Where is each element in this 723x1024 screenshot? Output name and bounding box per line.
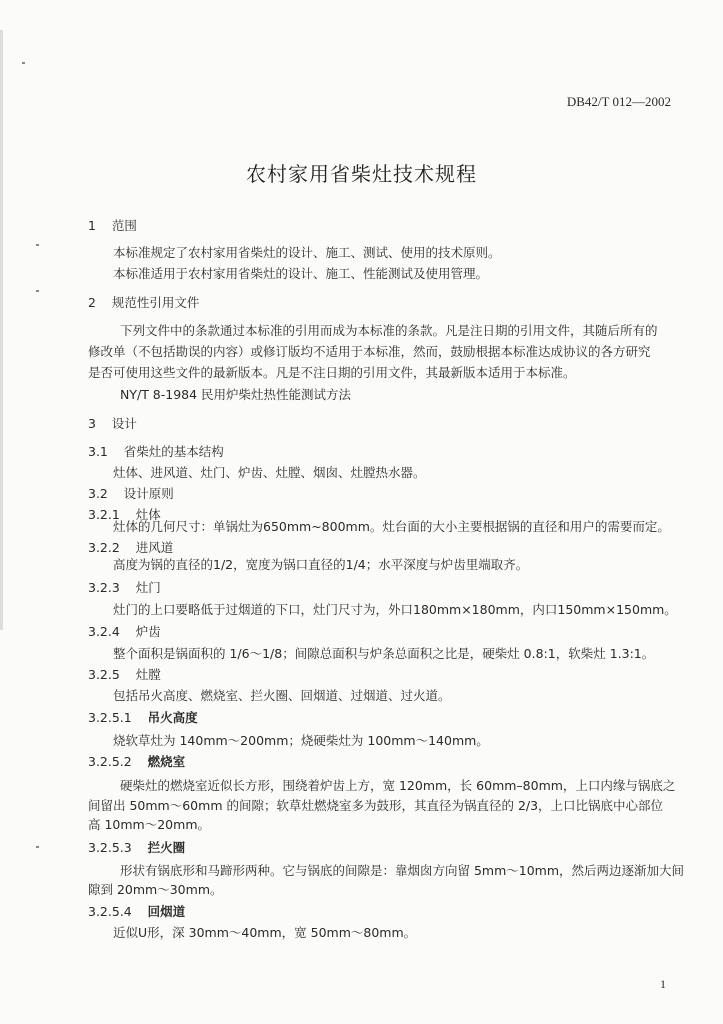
clause-3-2-5-3-heading [88,840,185,856]
paragraph-line: 间留出 50mm～60mm 的间隙；软草灶燃烧室多为鼓形，其直径为锅直径的 2/3，上口比锅底中心部位 [88,798,664,813]
clause-3-1-heading [88,444,224,460]
scan-speck [22,62,25,64]
section-3-heading [88,416,137,432]
paragraph: 近似U形，深 30mm～40mm，宽 50mm～80mm。 [113,925,417,940]
clause-title: 灶门 [135,580,161,595]
clause-number: 3.2.5.3 [88,840,132,855]
paragraph-line: 高 10mm～20mm。 [88,817,210,832]
clause-title: 炉齿 [135,624,161,639]
clause-title: 灶膛 [135,667,161,682]
page-number: 1 [660,977,666,991]
paragraph-line: 隙到 20mm～30mm。 [88,882,223,897]
clause-number: 3.2.5 [88,667,120,682]
scan-speck [36,846,39,848]
paragraph-line: 形状有锅底形和马蹄形两种。它与锅底的间隙是：靠烟囱方向留 5mm～10mm，然后两边逐渐加大间 [120,863,685,878]
clause-title: 回烟道 [147,904,186,919]
document-title: 农村家用省柴灶技术规程 [246,162,477,186]
clause-3-2-5-4-heading [88,904,185,920]
section-title: 设计 [111,416,137,431]
clause-title: 灶体 [135,507,161,522]
clause-3-2-5-1-heading [88,710,198,726]
scan-speck [36,244,39,246]
paragraph-line: 硬柴灶的燃烧室近似长方形，围绕着炉齿上方，宽 120mm，长 60mm–80mm，上口内缘与锅底之 [120,778,676,793]
paragraph-line: 是否可使用这些文件的最新版本。凡是不注日期的引用文件，其最新版本适用于本标准。 [88,365,576,380]
section-title: 范围 [111,218,137,233]
scan-speck [36,290,39,292]
clause-number: 3.1 [88,444,108,459]
paragraph: 灶体、进风道、灶门、炉齿、灶膛、烟囱、灶膛热水器。 [113,465,426,480]
paragraph: 高度为锅的直径的1/2，宽度为锅口直径的1/4；水平深度与炉齿里端取齐。 [113,557,529,572]
paragraph: 本标准适用于农村家用省柴灶的设计、施工、性能测试及使用管理。 [113,266,489,281]
clause-3-2-4-heading [88,624,161,640]
clause-number: 3.2.4 [88,624,120,639]
clause-title: 省柴灶的基本结构 [123,444,224,459]
normative-reference: NY/T 8-1984 民用炉柴灶热性能测试方法 [120,387,352,402]
clause-title: 拦火圈 [147,840,186,855]
paragraph: 包括吊火高度、燃烧室、拦火圈、回烟道、过烟道、过火道。 [113,688,451,703]
section-1-heading [88,218,137,234]
clause-3-2-2-heading [88,540,173,556]
paragraph: 烧软草灶为 140mm～200mm；烧硬柴灶为 100mm～140mm。 [113,733,489,748]
clause-title: 吊火高度 [147,710,198,725]
section-number: 3 [88,416,96,431]
paragraph-line: 修改单（不包括勘误的内容）或修订版均不适用于本标准，然而，鼓励根据本标准达成协议的各方研究 [88,344,651,359]
clause-title: 燃烧室 [147,754,186,769]
clause-number: 3.2.5.4 [88,904,132,919]
clause-3-2-heading [88,486,174,502]
section-2-heading [88,295,199,311]
clause-number: 3.2.5.1 [88,710,132,725]
scan-edge-shadow [0,30,3,630]
section-title: 规范性引用文件 [111,295,200,310]
clause-number: 3.2.3 [88,580,120,595]
paragraph: 整个面积是锅面积的 1/6～1/8；间隙总面积与炉条总面积之比是，硬柴灶 0.8:1，软柴灶 1.3:1。 [113,646,655,661]
clause-number: 3.2.5.2 [88,754,132,769]
section-number: 1 [88,218,96,233]
paragraph: 灶体的几何尺寸：单锅灶为650mm~800mm。灶台面的大小主要根据锅的直径和用户的需要而定。 [113,519,670,534]
clause-3-2-5-heading [88,667,161,683]
clause-number: 3.2.2 [88,540,120,555]
clause-number: 3.2.1 [88,507,120,522]
standard-code: DB42/T 012—2002 [566,94,671,109]
clause-3-2-5-2-heading [88,754,185,770]
paragraph-line: 下列文件中的条款通过本标准的引用而成为本标准的条款。凡是注日期的引用文件，其随后所有的 [120,323,658,338]
paragraph: 本标准规定了农村家用省柴灶的设计、施工、测试、使用的技术原则。 [113,245,501,260]
clause-title: 设计原则 [123,486,174,501]
clause-title: 进风道 [135,540,174,555]
clause-3-2-3-heading [88,580,161,596]
section-number: 2 [88,295,96,310]
paragraph: 灶门的上口要略低于过烟道的下口，灶门尺寸为，外口180mm×180mm，内口150mm×150mm。 [113,602,677,617]
clause-number: 3.2 [88,486,108,501]
